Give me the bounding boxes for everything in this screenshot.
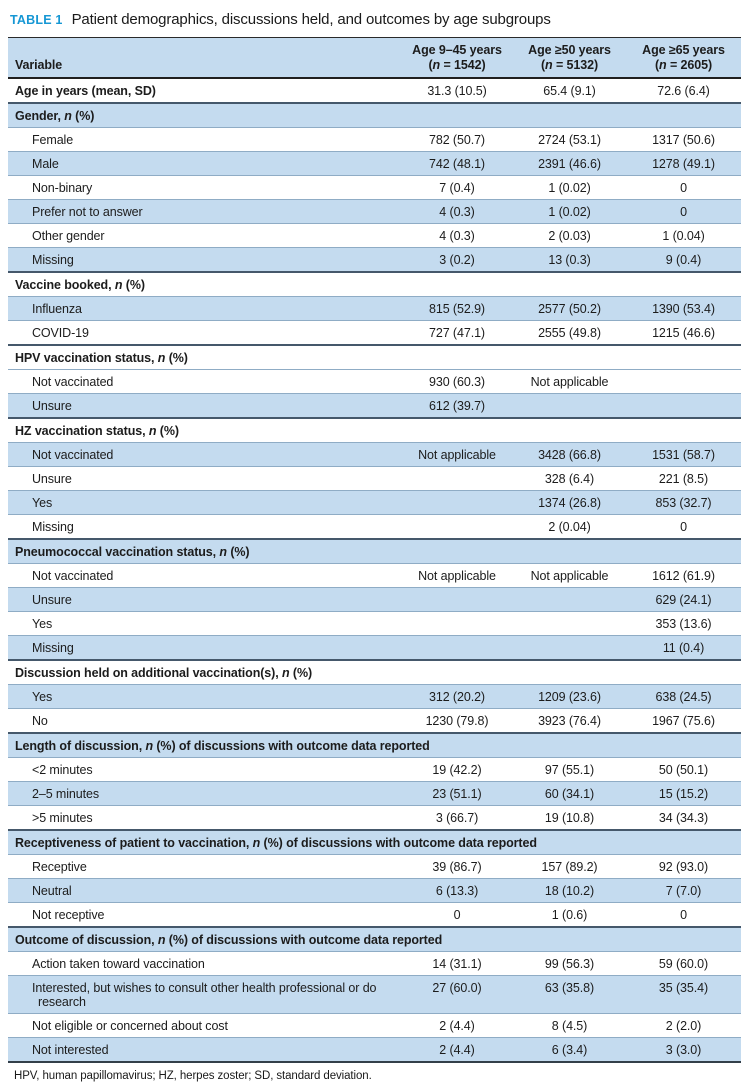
cell-value: 2391 (46.6) bbox=[513, 152, 626, 176]
row-label bbox=[8, 903, 401, 928]
column-header-age-9-45 bbox=[401, 38, 513, 79]
column-header-line1: Age ≥50 years bbox=[528, 43, 611, 57]
cell-value: 2577 (50.2) bbox=[513, 297, 626, 321]
row-label bbox=[8, 370, 401, 394]
label-text: Receptive bbox=[32, 860, 87, 874]
cell-value: 35 (35.4) bbox=[626, 976, 741, 1014]
label-text: Interested, but wishes to consult other health professional or do research bbox=[32, 981, 377, 1009]
label-text: <2 minutes bbox=[32, 763, 93, 777]
cell-value: 3923 (76.4) bbox=[513, 709, 626, 734]
row-label bbox=[8, 467, 401, 491]
paren-open: ( bbox=[540, 58, 546, 72]
cell-value: 612 (39.7) bbox=[401, 394, 513, 419]
label-text: Yes bbox=[32, 690, 53, 704]
row-label bbox=[8, 297, 401, 321]
cell-value: 39 (86.7) bbox=[401, 855, 513, 879]
section-label bbox=[8, 418, 741, 443]
cell-value: 0 bbox=[626, 903, 741, 928]
table-row bbox=[8, 491, 741, 515]
cell-value: 23 (51.1) bbox=[401, 782, 513, 806]
row-label bbox=[8, 515, 401, 540]
row-label bbox=[8, 321, 401, 346]
label-text: Not vaccinated bbox=[32, 569, 114, 583]
section-header-row bbox=[8, 103, 741, 128]
row-label bbox=[8, 564, 401, 588]
cell-value: 19 (10.8) bbox=[513, 806, 626, 831]
table-row bbox=[8, 200, 741, 224]
column-header-line2 bbox=[403, 58, 511, 73]
row-label bbox=[8, 152, 401, 176]
label-text: Unsure bbox=[32, 399, 72, 413]
cell-value: 2 (4.4) bbox=[401, 1038, 513, 1063]
row-label bbox=[8, 588, 401, 612]
cell-value: 2 (2.0) bbox=[626, 1014, 741, 1038]
cell-value: 1612 (61.9) bbox=[626, 564, 741, 588]
table-row bbox=[8, 467, 741, 491]
label-text: 2–5 minutes bbox=[32, 787, 99, 801]
n-symbol: n bbox=[252, 836, 261, 850]
cell-value: 1278 (49.1) bbox=[626, 152, 741, 176]
label-text: HZ vaccination status, bbox=[15, 424, 149, 438]
cell-value: 2 (0.03) bbox=[513, 224, 626, 248]
label-text: Discussion held on additional vaccination(s), bbox=[15, 666, 282, 680]
n-symbol: n bbox=[145, 739, 153, 753]
cell-value: 157 (89.2) bbox=[513, 855, 626, 879]
table-row bbox=[8, 1038, 741, 1063]
cell-value: 4 (0.3) bbox=[401, 200, 513, 224]
cell-value: 3428 (66.8) bbox=[513, 443, 626, 467]
column-header-line1: Age ≥65 years bbox=[642, 43, 725, 57]
label-text: (%) of discussions with outcome data reported bbox=[260, 836, 537, 850]
row-label bbox=[8, 176, 401, 200]
label-text: (%) bbox=[122, 278, 145, 292]
cell-value: 18 (10.2) bbox=[513, 879, 626, 903]
table-row bbox=[8, 321, 741, 346]
section-label bbox=[8, 103, 741, 128]
label-text: Not vaccinated bbox=[32, 375, 114, 389]
row-label bbox=[8, 200, 401, 224]
cell-value: 19 (42.2) bbox=[401, 758, 513, 782]
cell-value: 0 bbox=[626, 515, 741, 540]
cell-value: 8 (4.5) bbox=[513, 1014, 626, 1038]
section-label bbox=[8, 539, 741, 564]
table-row bbox=[8, 636, 741, 661]
label-text: Missing bbox=[32, 253, 74, 267]
cell-value: 2555 (49.8) bbox=[513, 321, 626, 346]
cell-value bbox=[401, 636, 513, 661]
row-label bbox=[8, 709, 401, 734]
label-text: >5 minutes bbox=[32, 811, 93, 825]
label-text: Unsure bbox=[32, 472, 72, 486]
paren-open: ( bbox=[428, 58, 433, 72]
table-caption bbox=[10, 11, 741, 28]
cell-value: 638 (24.5) bbox=[626, 685, 741, 709]
table-row bbox=[8, 394, 741, 419]
column-header-line2 bbox=[515, 58, 624, 73]
table-row bbox=[8, 248, 741, 273]
cell-value: 14 (31.1) bbox=[401, 952, 513, 976]
paren-open: ( bbox=[654, 58, 660, 72]
n-value: = 2605) bbox=[666, 58, 713, 72]
table-row bbox=[8, 1014, 741, 1038]
label-text: Outcome of discussion, bbox=[15, 933, 158, 947]
cell-value: 1967 (75.6) bbox=[626, 709, 741, 734]
row-label bbox=[8, 612, 401, 636]
column-header-age-50-plus bbox=[513, 38, 626, 79]
section-label bbox=[8, 345, 741, 370]
cell-value: 9 (0.4) bbox=[626, 248, 741, 273]
demographics-table bbox=[8, 37, 741, 1063]
label-text: Missing bbox=[32, 641, 74, 655]
label-text: Not interested bbox=[32, 1043, 109, 1057]
table-row bbox=[8, 176, 741, 200]
cell-value: 15 (15.2) bbox=[626, 782, 741, 806]
cell-value: 1230 (79.8) bbox=[401, 709, 513, 734]
cell-value: 1 (0.02) bbox=[513, 176, 626, 200]
row-label bbox=[8, 976, 401, 1014]
cell-value: 629 (24.1) bbox=[626, 588, 741, 612]
label-text: (%) bbox=[71, 109, 95, 123]
table-row bbox=[8, 952, 741, 976]
row-label bbox=[8, 78, 401, 103]
table-row bbox=[8, 976, 741, 1014]
cell-value: Not applicable bbox=[513, 564, 626, 588]
table-row bbox=[8, 855, 741, 879]
section-label bbox=[8, 733, 741, 758]
cell-value: 727 (47.1) bbox=[401, 321, 513, 346]
label-text: Missing bbox=[32, 520, 74, 534]
cell-value: 0 bbox=[626, 200, 741, 224]
cell-value bbox=[513, 636, 626, 661]
label-text: Not vaccinated bbox=[32, 448, 114, 462]
cell-value: 92 (93.0) bbox=[626, 855, 741, 879]
label-text: Gender, bbox=[15, 109, 65, 123]
cell-value: 1 (0.04) bbox=[626, 224, 741, 248]
cell-value: Not applicable bbox=[513, 370, 626, 394]
cell-value: 13 (0.3) bbox=[513, 248, 626, 273]
n-symbol: n bbox=[64, 109, 72, 123]
cell-value bbox=[401, 491, 513, 515]
n-symbol: n bbox=[432, 58, 441, 72]
cell-value bbox=[401, 467, 513, 491]
table-body bbox=[8, 78, 741, 1062]
cell-value: 2724 (53.1) bbox=[513, 128, 626, 152]
label-text: (%) bbox=[226, 545, 250, 559]
cell-value: 1 (0.02) bbox=[513, 200, 626, 224]
label-text: HPV vaccination status, bbox=[15, 351, 158, 365]
section-header-row bbox=[8, 539, 741, 564]
variable-column-header: Variable bbox=[8, 38, 401, 79]
table-row bbox=[8, 758, 741, 782]
cell-value: 7 (0.4) bbox=[401, 176, 513, 200]
cell-value: 742 (48.1) bbox=[401, 152, 513, 176]
label-text: Non-binary bbox=[32, 181, 93, 195]
label-text: COVID-19 bbox=[32, 326, 89, 340]
row-label bbox=[8, 224, 401, 248]
row-label bbox=[8, 758, 401, 782]
table-row bbox=[8, 709, 741, 734]
cell-value: 1209 (23.6) bbox=[513, 685, 626, 709]
cell-value: 2 (4.4) bbox=[401, 1014, 513, 1038]
table-row bbox=[8, 806, 741, 831]
table-row bbox=[8, 564, 741, 588]
n-symbol: n bbox=[114, 278, 123, 292]
column-header-age-65-plus bbox=[626, 38, 741, 79]
label-text: Other gender bbox=[32, 229, 105, 243]
cell-value: 221 (8.5) bbox=[626, 467, 741, 491]
label-text: (%) bbox=[289, 666, 313, 680]
cell-value bbox=[401, 515, 513, 540]
cell-value: 27 (60.0) bbox=[401, 976, 513, 1014]
cell-value: 930 (60.3) bbox=[401, 370, 513, 394]
section-header-row bbox=[8, 272, 741, 297]
cell-value: 3 (66.7) bbox=[401, 806, 513, 831]
table-row bbox=[8, 612, 741, 636]
cell-value: 6 (13.3) bbox=[401, 879, 513, 903]
cell-value: Not applicable bbox=[401, 564, 513, 588]
row-label bbox=[8, 879, 401, 903]
label-text: Vaccine booked, bbox=[15, 278, 115, 292]
n-value: = 1542) bbox=[440, 58, 486, 72]
table-row bbox=[8, 297, 741, 321]
table-row bbox=[8, 685, 741, 709]
cell-value: 353 (13.6) bbox=[626, 612, 741, 636]
row-label bbox=[8, 1014, 401, 1038]
label-text: Length of discussion, bbox=[15, 739, 146, 753]
table-row bbox=[8, 370, 741, 394]
label-text: (%) of discussions with outcome data reported bbox=[153, 739, 430, 753]
label-text: Unsure bbox=[32, 593, 72, 607]
label-text: No bbox=[32, 714, 48, 728]
row-label bbox=[8, 128, 401, 152]
column-header-line2 bbox=[628, 58, 739, 73]
label-text: Action taken toward vaccination bbox=[32, 957, 205, 971]
n-symbol: n bbox=[545, 58, 553, 72]
row-label bbox=[8, 806, 401, 831]
label-text: Age in years (mean, SD) bbox=[15, 84, 156, 98]
cell-value: 31.3 (10.5) bbox=[401, 78, 513, 103]
label-text: Receptiveness of patient to vaccination, bbox=[15, 836, 253, 850]
section-header-row bbox=[8, 345, 741, 370]
row-label bbox=[8, 855, 401, 879]
table-row bbox=[8, 782, 741, 806]
row-label bbox=[8, 491, 401, 515]
cell-value: 6 (3.4) bbox=[513, 1038, 626, 1063]
column-header-line1: Age 9–45 years bbox=[412, 43, 502, 57]
cell-value: 1215 (46.6) bbox=[626, 321, 741, 346]
cell-value: 34 (34.3) bbox=[626, 806, 741, 831]
label-text: Not eligible or concerned about cost bbox=[32, 1019, 228, 1033]
table-row bbox=[8, 879, 741, 903]
cell-value: 0 bbox=[401, 903, 513, 928]
cell-value: 3 (0.2) bbox=[401, 248, 513, 273]
cell-value bbox=[401, 588, 513, 612]
n-symbol: n bbox=[148, 424, 157, 438]
row-label bbox=[8, 443, 401, 467]
cell-value: 0 bbox=[626, 176, 741, 200]
table-title: Patient demographics, discussions held, and outcomes by age subgroups bbox=[71, 11, 551, 28]
table-row bbox=[8, 78, 741, 103]
table-row bbox=[8, 903, 741, 928]
cell-value: 1390 (53.4) bbox=[626, 297, 741, 321]
cell-value: 65.4 (9.1) bbox=[513, 78, 626, 103]
row-label bbox=[8, 248, 401, 273]
cell-value bbox=[513, 588, 626, 612]
n-symbol: n bbox=[659, 58, 667, 72]
cell-value: Not applicable bbox=[401, 443, 513, 467]
section-header-row bbox=[8, 418, 741, 443]
table-row bbox=[8, 588, 741, 612]
cell-value: 7 (7.0) bbox=[626, 879, 741, 903]
label-text: Neutral bbox=[32, 884, 72, 898]
row-label bbox=[8, 1038, 401, 1063]
cell-value: 59 (60.0) bbox=[626, 952, 741, 976]
cell-value: 1317 (50.6) bbox=[626, 128, 741, 152]
section-header-row bbox=[8, 927, 741, 952]
label-text: (%) bbox=[165, 351, 188, 365]
cell-value: 60 (34.1) bbox=[513, 782, 626, 806]
cell-value: 853 (32.7) bbox=[626, 491, 741, 515]
section-header-row bbox=[8, 830, 741, 855]
cell-value bbox=[626, 370, 741, 394]
section-label bbox=[8, 927, 741, 952]
cell-value: 328 (6.4) bbox=[513, 467, 626, 491]
label-text: Pneumococcal vaccination status, bbox=[15, 545, 220, 559]
n-value: = 5132) bbox=[552, 58, 599, 72]
row-label bbox=[8, 685, 401, 709]
section-header-row bbox=[8, 660, 741, 685]
table-footnote: HPV, human papillomavirus; HZ, herpes zoster; SD, standard deviation. bbox=[14, 1070, 372, 1082]
section-label bbox=[8, 272, 741, 297]
section-label bbox=[8, 660, 741, 685]
cell-value bbox=[626, 394, 741, 419]
cell-value bbox=[513, 612, 626, 636]
table-row bbox=[8, 128, 741, 152]
cell-value: 4 (0.3) bbox=[401, 224, 513, 248]
cell-value: 11 (0.4) bbox=[626, 636, 741, 661]
cell-value: 312 (20.2) bbox=[401, 685, 513, 709]
section-label bbox=[8, 830, 741, 855]
cell-value: 50 (50.1) bbox=[626, 758, 741, 782]
table-row bbox=[8, 152, 741, 176]
cell-value: 1531 (58.7) bbox=[626, 443, 741, 467]
n-symbol: n bbox=[281, 666, 290, 680]
row-label bbox=[8, 636, 401, 661]
cell-value: 1 (0.6) bbox=[513, 903, 626, 928]
cell-value: 815 (52.9) bbox=[401, 297, 513, 321]
label-text: Yes bbox=[32, 617, 53, 631]
label-text: Prefer not to answer bbox=[32, 205, 143, 219]
n-symbol: n bbox=[157, 351, 166, 365]
n-symbol: n bbox=[219, 545, 227, 559]
label-text: Yes bbox=[32, 496, 53, 510]
cell-value bbox=[513, 394, 626, 419]
section-header-row bbox=[8, 733, 741, 758]
label-text: Influenza bbox=[32, 302, 82, 316]
cell-value: 3 (3.0) bbox=[626, 1038, 741, 1063]
label-text: Female bbox=[32, 133, 74, 147]
table-row bbox=[8, 443, 741, 467]
row-label bbox=[8, 394, 401, 419]
label-text: (%) of discussions with outcome data reported bbox=[165, 933, 443, 947]
label-text: Male bbox=[32, 157, 59, 171]
label-text: Not receptive bbox=[32, 908, 105, 922]
cell-value: 97 (55.1) bbox=[513, 758, 626, 782]
cell-value: 72.6 (6.4) bbox=[626, 78, 741, 103]
cell-value: 63 (35.8) bbox=[513, 976, 626, 1014]
cell-value bbox=[401, 612, 513, 636]
column-header-row bbox=[8, 38, 741, 79]
cell-value: 1374 (26.8) bbox=[513, 491, 626, 515]
table-row bbox=[8, 224, 741, 248]
row-label bbox=[8, 952, 401, 976]
table-row bbox=[8, 515, 741, 540]
cell-value: 2 (0.04) bbox=[513, 515, 626, 540]
cell-value: 782 (50.7) bbox=[401, 128, 513, 152]
cell-value: 99 (56.3) bbox=[513, 952, 626, 976]
n-symbol: n bbox=[157, 933, 166, 947]
label-text: (%) bbox=[156, 424, 179, 438]
table-number-label: TABLE 1 bbox=[10, 13, 63, 27]
row-label bbox=[8, 782, 401, 806]
